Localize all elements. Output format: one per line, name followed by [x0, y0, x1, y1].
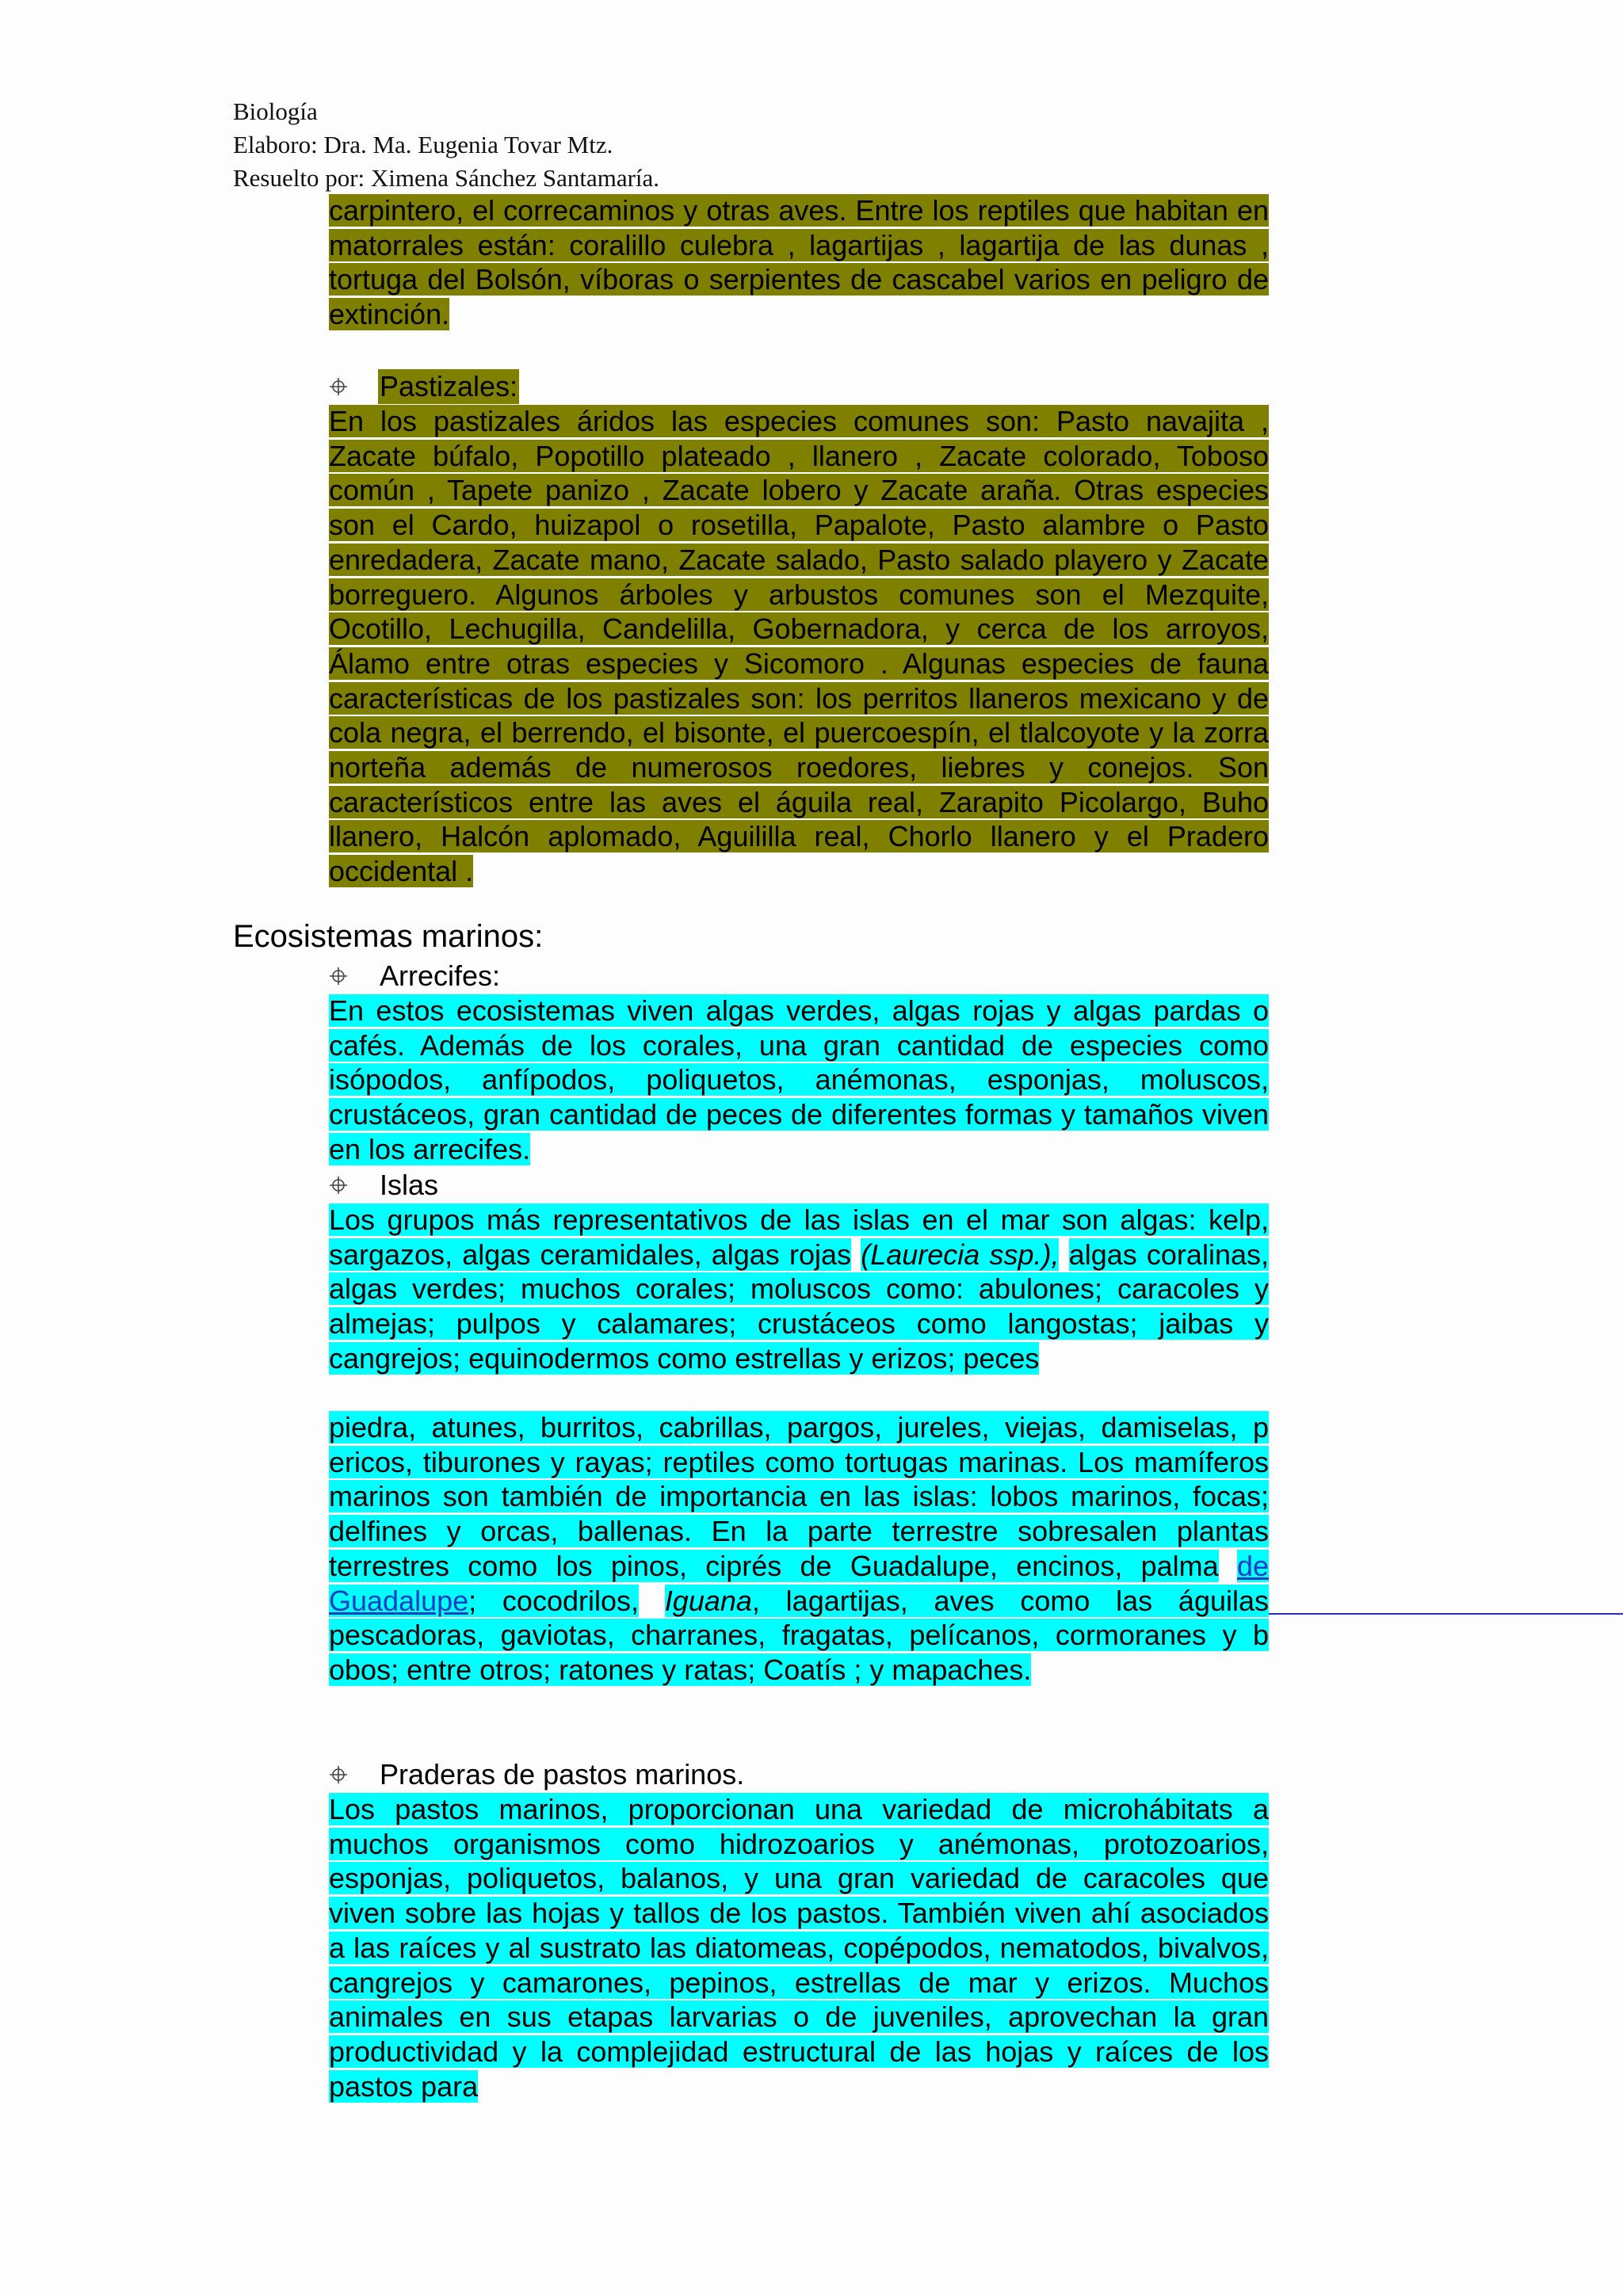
bullet-islas: [329, 1168, 440, 1203]
bullet-pastizales: [329, 369, 519, 404]
arrecifes-paragraph: [329, 994, 1269, 1167]
islas-italic-species: (Laurecia ssp.),: [861, 1238, 1060, 1271]
bullet-arrecifes: [329, 959, 502, 994]
crosshair-bullet-icon: [329, 1176, 348, 1195]
pastizales-text: En los pastizales áridos las especies comunes son: Pasto navajita , Zacate búfalo, Popotillo plateado , llanero , Zacate colorado, Toboso común , Tapete panizo , Zacate lobero y Zacate araña. Otras especies son el Cardo, huizapol o rosetilla, Papalote, Pasto alambre o Pasto enredadera, Zacate mano, Zacate salado, Pasto salado playero y Zacate borreguero. Algunos árboles y arbustos comunes son el Mezquite, Ocotillo, Lechugilla, Candelilla, Gobernadora, y cerca de los arroyos, Álamo entre otras especies y Sicomoro . Algunas especies de fauna características de los pastizales son: los perritos llaneros mexicano y de cola negra, el berrendo, el bisonte, el puercoespín, el tlalcoyote y la zorra norteña además de numerosos roedores, liebres y conejos. Son característicos entre las aves el águila real, Zarapito Picolargo, Buho llanero, Halcón aplomado, Aguililla real, Chorlo llanero y el Pradero occidental .: [329, 405, 1269, 888]
crosshair-bullet-icon: [329, 1765, 348, 1784]
header-solved-by: Resuelto por: Ximena Sánchez Santamaría.: [233, 164, 660, 192]
guadalupe-link[interactable]: de Guadalupe: [329, 1549, 1269, 1617]
praderas-paragraph: [329, 1792, 1269, 2103]
islas-italic-iguana: Iguana: [664, 1584, 752, 1617]
islas-text-part2: algas coralinas, algas verdes; muchos corales; moluscos como: abulones; caracoles y almejas; pulpos y calamares; crustáceos como langostas; jaibas y cangrejos; equinodermos como estrellas y erizos; peces: [329, 1238, 1269, 1375]
islas-text-part4: ; cocodrilos,: [468, 1584, 640, 1617]
matorrales-paragraph: [329, 193, 1269, 332]
pastizales-paragraph: [329, 404, 1269, 889]
section-title-marine: Ecosistemas marinos:: [233, 919, 544, 954]
bullet-praderas: [329, 1757, 746, 1792]
arrecifes-text: En estos ecosistemas viven algas verdes, algas rojas y algas pardas o cafés. Además de los corales, una gran cantidad de especies como isópodos, anfípodos, poliquetos, anémonas, esponjas, moluscos, crustáceos, gran cantidad de peces de diferentes formas y tamaños viven en los arrecifes.: [329, 994, 1269, 1165]
link-underline-extension: [1269, 1613, 1623, 1615]
islas-text-part3: piedra, atunes, burritos, cabrillas, pargos, jureles, viejas, damiselas, p ericos, tiburones y rayas; reptiles como tortugas marinas. Los mamíferos marinos son también de importancia en las islas: lobos marinos, focas; delfines y orcas, ballenas. En la parte terrestre sobresalen plantas terrestres como los pinos, ciprés de Guadalupe, encinos, palma: [329, 1411, 1269, 1582]
crosshair-bullet-icon: [329, 377, 348, 396]
islas-text-part1: Los grupos más representativos de las islas en el mar son algas: kelp, sargazos, algas ceramidales, algas rojas: [329, 1203, 1269, 1271]
header-author: Elaboro: Dra. Ma. Eugenia Tovar Mtz.: [233, 131, 613, 158]
document-header: [233, 95, 659, 195]
header-subject: Biología: [233, 97, 318, 125]
praderas-text: Los pastos marinos, proporcionan una variedad de microhábitats a muchos organismos como hidrozoarios y anémonas, protozoarios, esponjas, poliquetos, balanos, y una gran variedad de caracoles que viven sobre las hojas y tallos de los pastos. También viven ahí asociados a las raíces y al sustrato las diatomeas, copépodos, nematodos, bivalvos, cangrejos y camarones, pepinos, estrellas de mar y erizos. Muchos animales en sus etapas larvarias o de juveniles, aprovechan la gran productividad y la complejidad estructural de las hojas y raíces de los pastos para: [329, 1793, 1269, 2103]
crosshair-bullet-icon: [329, 967, 348, 986]
islas-paragraph-2: [329, 1410, 1269, 1688]
islas-title: Islas: [380, 1169, 439, 1201]
islas-paragraph-1: [329, 1203, 1269, 1376]
pastizales-title: Pastizales:: [380, 370, 518, 402]
islas-text-part5: , lagartijas, aves como las águilas pescadoras, gaviotas, charranes, fragatas, pelícanos, cormoranes y b obos; entre otros; ratones y ratas; Coatís ; y mapaches.: [329, 1584, 1270, 1686]
matorrales-text: carpintero, el correcaminos y otras aves. Entre los reptiles que habitan en matorrales están: coralillo culebra , lagartijas , lagartija de las dunas , tortuga del Bolsón, víboras o serpientes de cascabel varios en peligro de extinción.: [329, 194, 1269, 331]
praderas-title: Praderas de pastos marinos.: [380, 1758, 745, 1791]
arrecifes-title: Arrecifes:: [380, 959, 501, 992]
